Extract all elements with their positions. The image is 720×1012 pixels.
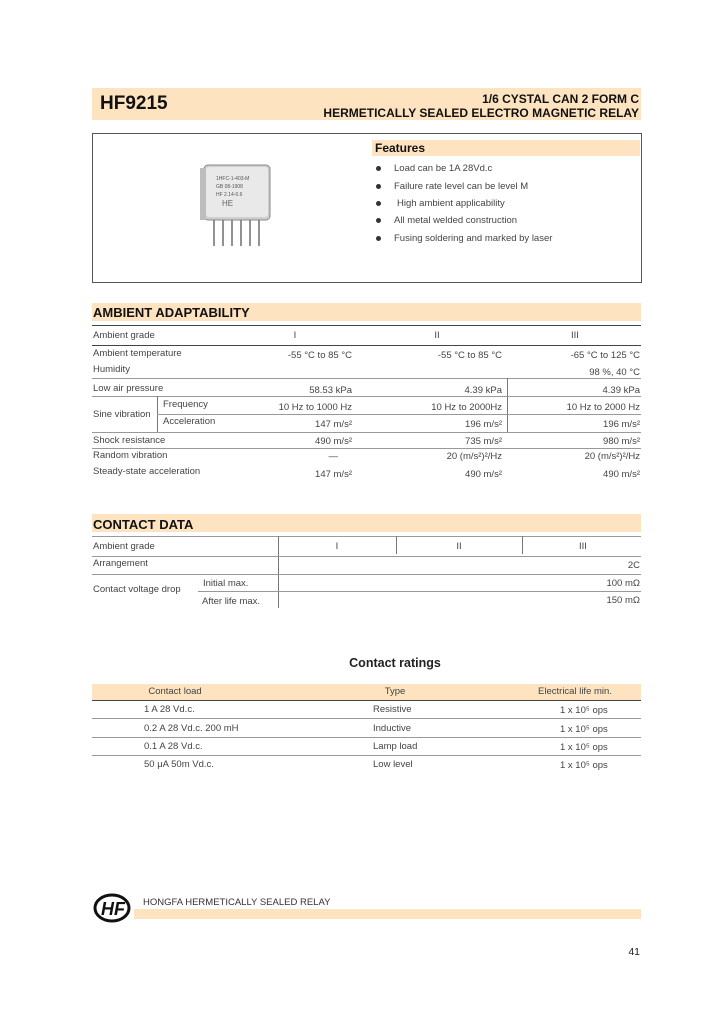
feature-item: Failure rate level can be level M — [394, 181, 529, 192]
feature-item: Fusing soldering and marked by laser — [394, 233, 553, 244]
ambient-title: AMBIENT ADAPTABILITY — [93, 305, 250, 320]
temperature-grade-3: -65 °C to 125 °C — [570, 350, 640, 361]
frequency-grade-3: 10 Hz to 2000 Hz — [566, 402, 640, 413]
contact-title: CONTACT DATA — [93, 517, 194, 532]
feature-bullet-icon — [376, 236, 381, 241]
steady-grade-3: 490 m/s² — [603, 469, 640, 480]
rating-load: 0.2 A 28 Vd.c. 200 mH — [144, 723, 239, 734]
divider — [92, 432, 641, 433]
shock-grade-1: 490 m/s² — [315, 436, 352, 447]
frequency-grade-2: 10 Hz to 2000Hz — [431, 402, 502, 413]
divider — [92, 700, 641, 701]
divider — [92, 755, 641, 756]
divider — [278, 536, 279, 608]
arrangement-value: 2C — [627, 560, 640, 571]
feature-bullet-icon — [376, 184, 381, 189]
feature-item: Load can be 1A 28Vd.c — [394, 163, 493, 174]
pressure-label: Low air pressure — [93, 383, 164, 394]
pressure-grade-3: 4.39 kPa — [602, 385, 640, 396]
divider — [507, 378, 508, 432]
divider — [92, 448, 641, 449]
rating-life: 1 x 10⁵ ops — [560, 724, 608, 735]
rating-load: 0.1 A 28 Vd.c. — [144, 741, 203, 752]
divider — [92, 556, 641, 557]
temperature-label: Ambient temperature — [93, 348, 182, 359]
sine-vibration-label: Sine vibration — [93, 409, 151, 420]
ratings-header-life: Electrical life min. — [538, 686, 612, 697]
relay-marking-1: 1HFC-1-403-M — [216, 176, 250, 182]
feature-bullet-icon — [376, 201, 381, 206]
relay-marking-4: HE — [222, 199, 234, 208]
contact-grade-3: III — [579, 541, 587, 552]
temperature-grade-2: -55 °C to 85 °C — [437, 350, 502, 361]
temperature-grade-1: -55 °C to 85 °C — [287, 350, 352, 361]
voltage-drop-label: Contact voltage drop — [93, 584, 181, 595]
after-life-label: After life max. — [202, 596, 261, 607]
features-title: Features — [375, 141, 426, 155]
rating-load: 1 A 28 Vd.c. — [144, 704, 195, 715]
rating-life: 1 x 10⁵ ops — [560, 760, 608, 771]
ratings-title: Contact ratings — [349, 656, 441, 670]
ratings-header-type: Type — [384, 686, 406, 697]
humidity-label: Humidity — [93, 364, 130, 375]
initial-max-label: Initial max. — [203, 578, 249, 589]
contact-grade-2: II — [456, 541, 462, 552]
acceleration-grade-3: 196 m/s² — [603, 419, 640, 430]
relay-marking-3: HF 2.14-0.6 — [216, 192, 243, 198]
random-vibration-label: Random vibration — [93, 450, 168, 461]
divider — [396, 536, 397, 554]
rating-type: Low level — [373, 759, 413, 770]
pressure-grade-2: 4.39 kPa — [464, 385, 502, 396]
hongfa-logo-icon — [92, 893, 134, 923]
divider — [522, 536, 523, 554]
ratings-header-load: Contact load — [148, 686, 202, 697]
divider — [92, 574, 641, 575]
feature-item: High ambient applicability — [397, 198, 505, 209]
after-life-value: 150 mΩ — [606, 595, 640, 606]
random-grade-3: 20 (m/s²)²/Hz — [584, 451, 640, 462]
random-grade-1: — — [328, 451, 338, 462]
contact-grade-1: I — [335, 541, 339, 552]
feature-bullet-icon — [376, 218, 381, 223]
page-number: 41 — [628, 946, 640, 958]
acceleration-grade-1: 147 m/s² — [315, 419, 352, 430]
relay-marking-2: GB 08-1908 — [216, 184, 243, 190]
divider — [92, 718, 641, 719]
model-title: HF9215 — [100, 93, 168, 114]
header-subtitle-1: 1/6 CYSTAL CAN 2 FORM C — [482, 92, 639, 106]
ambient-grade-3: III — [571, 330, 579, 341]
frequency-grade-1: 10 Hz to 1000 Hz — [278, 402, 352, 413]
steady-grade-2: 490 m/s² — [465, 469, 502, 480]
ambient-grade-label: Ambient grade — [93, 330, 155, 341]
divider — [198, 591, 641, 592]
rating-life: 1 x 10⁵ ops — [560, 705, 608, 716]
initial-max-value: 100 mΩ — [606, 578, 640, 589]
relay-image — [196, 160, 276, 250]
shock-label: Shock resistance — [93, 435, 166, 446]
logo-text: HF — [101, 899, 125, 919]
divider — [92, 325, 641, 326]
ambient-grade-1: I — [293, 330, 297, 341]
ambient-grade-2: II — [434, 330, 440, 341]
random-grade-2: 20 (m/s²)²/Hz — [446, 451, 502, 462]
feature-bullet-icon — [376, 166, 381, 171]
divider — [157, 414, 641, 415]
rating-type: Lamp load — [373, 741, 418, 752]
divider — [92, 737, 641, 738]
shock-grade-3: 980 m/s² — [603, 436, 640, 447]
divider — [92, 396, 641, 397]
frequency-label: Frequency — [163, 399, 208, 410]
divider — [92, 378, 641, 379]
rating-life: 1 x 10⁵ ops — [560, 742, 608, 753]
header-subtitle-2: HERMETICALLY SEALED ELECTRO MAGNETIC RELAY — [323, 106, 639, 120]
shock-grade-2: 735 m/s² — [465, 436, 502, 447]
rating-load: 50 μA 50m Vd.c. — [144, 759, 214, 770]
footer-band — [134, 909, 641, 919]
steady-grade-1: 147 m/s² — [315, 469, 352, 480]
acceleration-grade-2: 196 m/s² — [465, 419, 502, 430]
rating-type: Inductive — [373, 723, 412, 734]
arrangement-label: Arrangement — [93, 558, 148, 569]
pressure-grade-1: 58.53 kPa — [309, 385, 352, 396]
divider — [92, 345, 641, 346]
divider — [92, 536, 641, 537]
feature-item: All metal welded construction — [394, 215, 518, 226]
contact-grade-label: Ambient grade — [93, 541, 155, 552]
acceleration-label: Acceleration — [163, 416, 216, 427]
rating-type: Resistive — [373, 704, 412, 715]
steady-state-label: Steady-state acceleration — [93, 466, 201, 477]
humidity-value: 98 %, 40 °C — [589, 367, 640, 378]
footer-brand: HONGFA HERMETICALLY SEALED RELAY — [143, 897, 331, 908]
